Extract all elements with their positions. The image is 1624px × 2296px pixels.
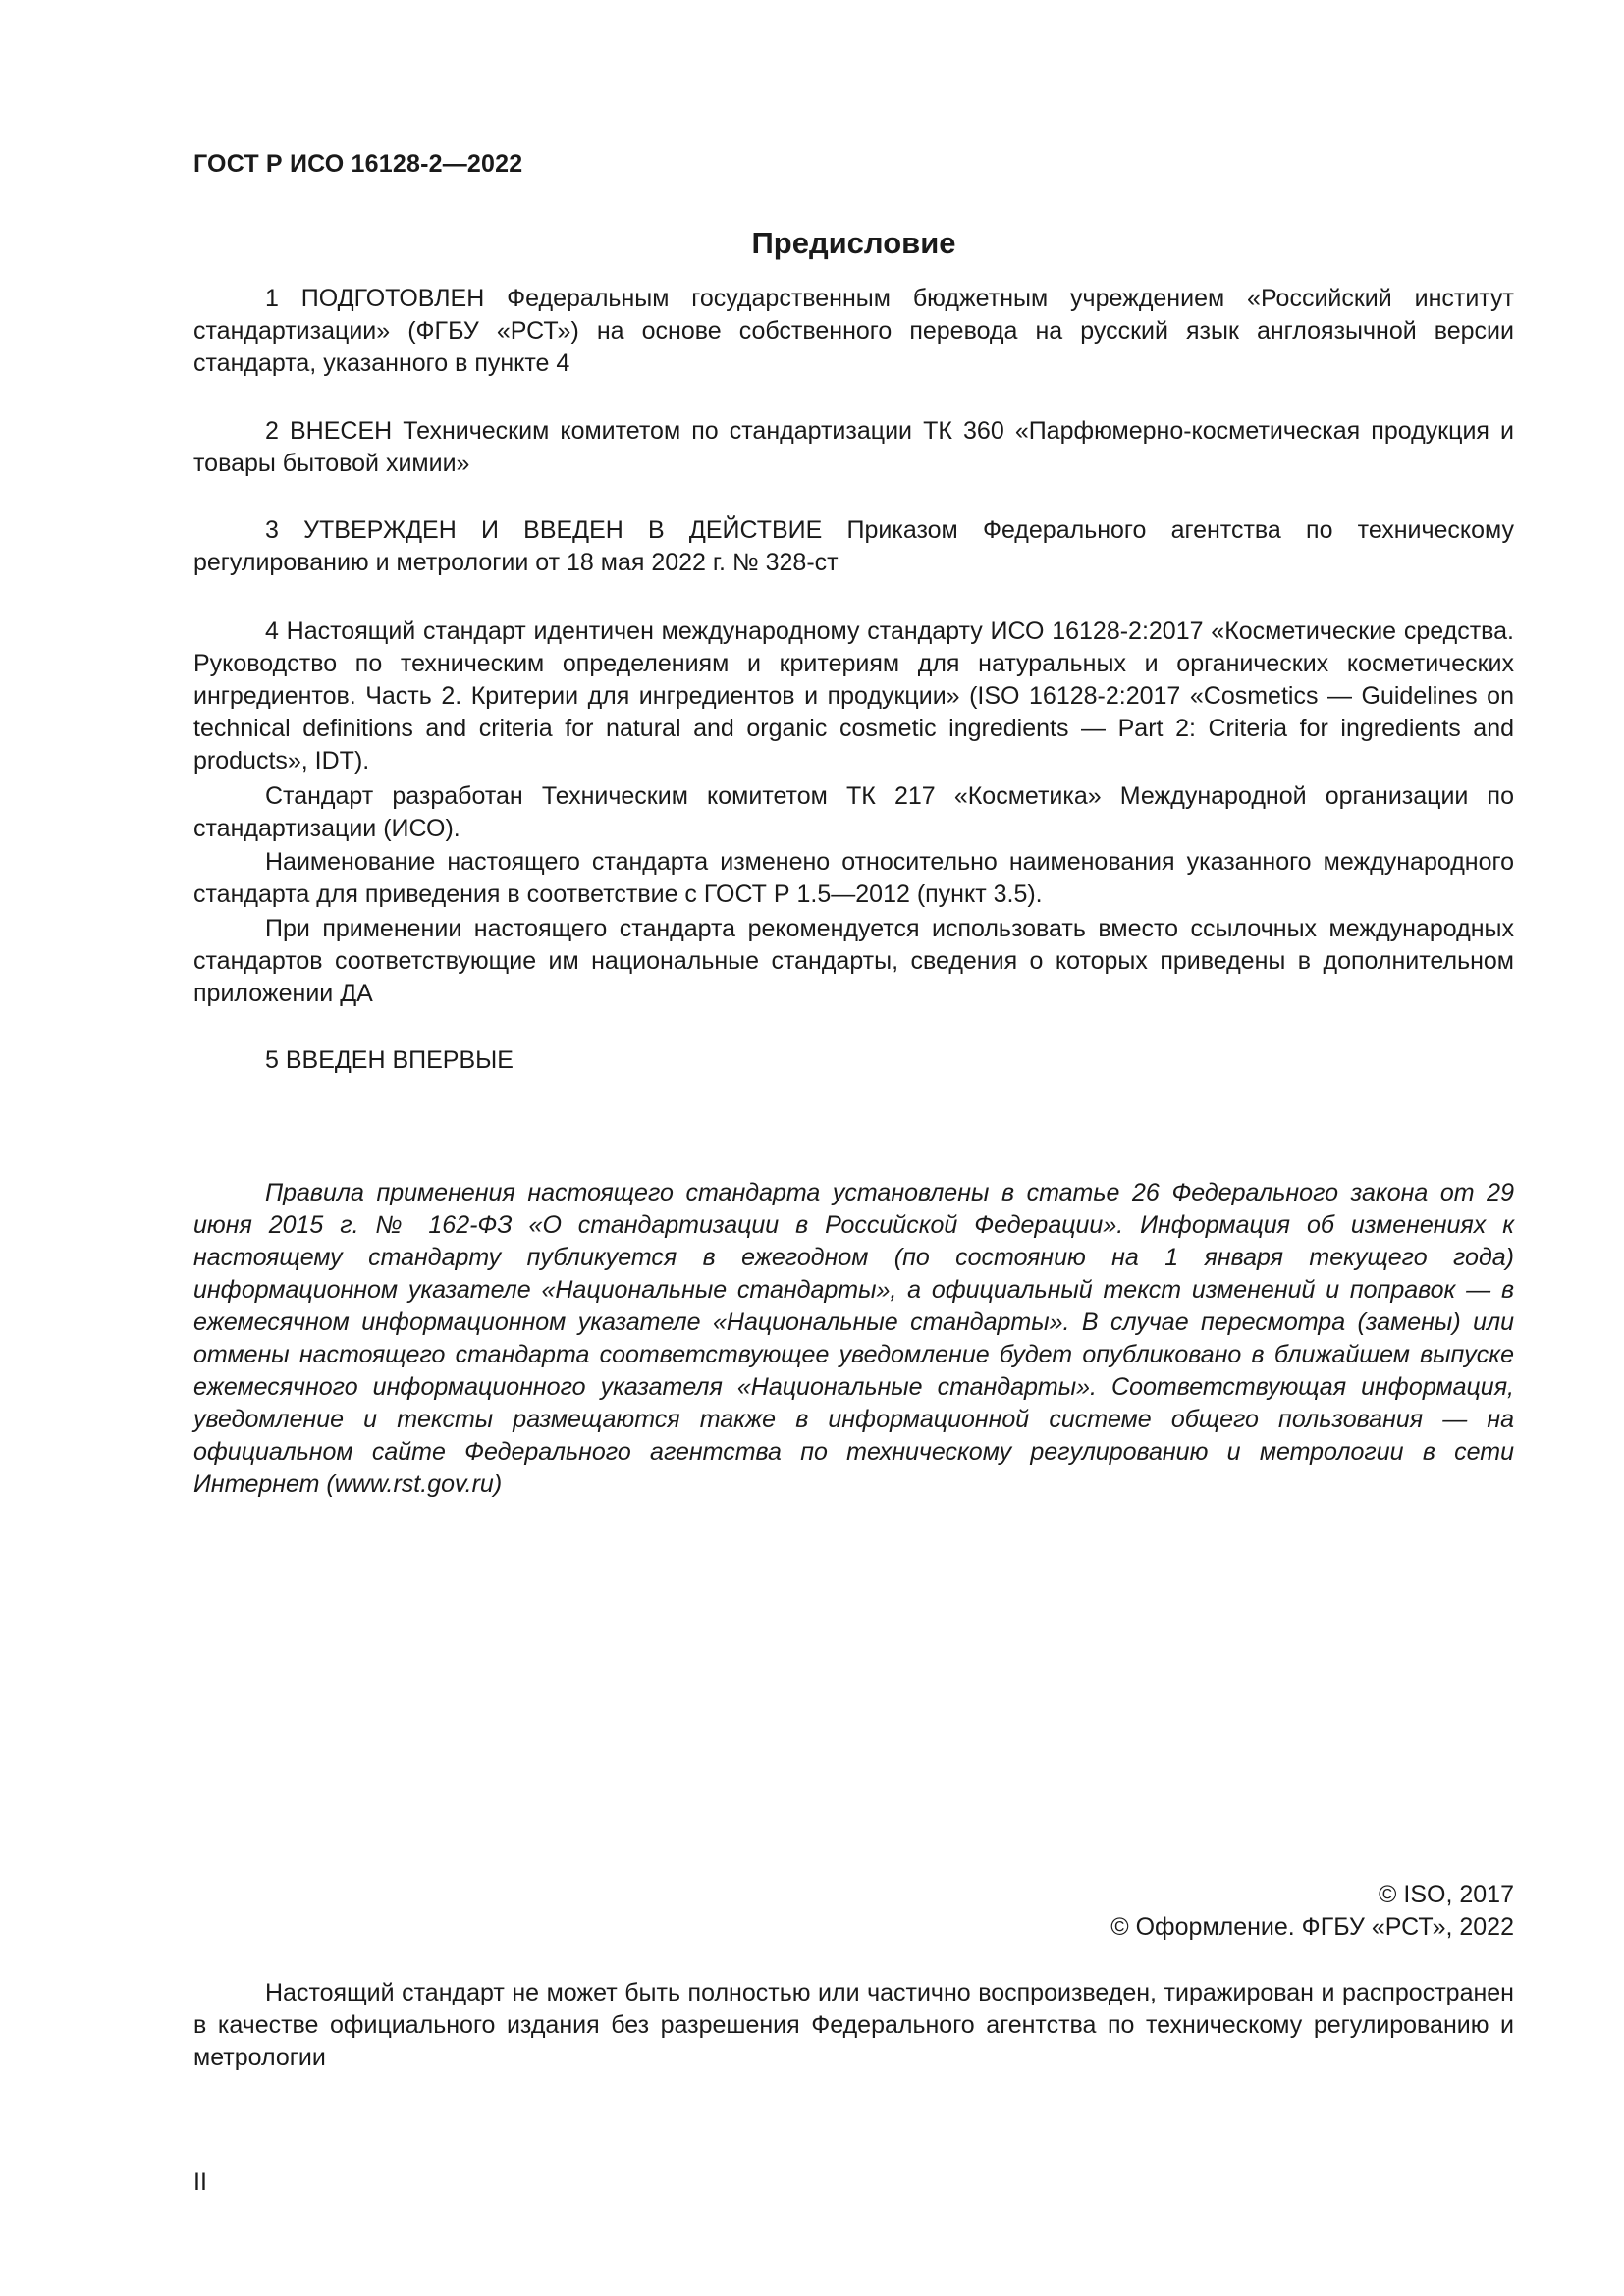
section-2-introduced: 2 ВНЕСЕН Техническим комитетом по стандартизации ТК 360 «Парфюмерно-косметическая продукция и товары бытовой химии» bbox=[193, 417, 1514, 477]
section-4-identical-standard: 4 Настоящий стандарт идентичен международному стандарту ИСО 16128-2:2017 «Косметические средства. Руководство по техническим определениям и критериям для натуральных и органических косметических ингредиентов. Часть 2. Критерии для ингредиентов и продукции» (ISO 16128-2:2017 «Cosmetics — Guidelines on technical definitions and criteria for natural and organic cosmetic ingredients — Part 2: Criteria for ingredients and products», IDT). bbox=[193, 617, 1514, 774]
section-5-first-introduced: 5 ВВЕДЕН ВПЕРВЫЕ bbox=[265, 1046, 514, 1074]
section-4-name-changed: Наименование настоящего стандарта изменено относительно наименования указанного международного стандарта для приведения в соответствие с ГОСТ Р 1.5—2012 (пункт 3.5). bbox=[193, 848, 1514, 908]
rules-notice: Правила применения настоящего стандарта установлены в статье 26 Федерального закона от 29 июня 2015 г. № 162-ФЗ «О стандартизации в Российской Федерации». Информация об изменениях к настоящему стандарту публикуется в ежегодном (по состоянию на 1 января текущего года) информационном указателе «Национальные стандарты», а официальный текст изменений и поправок — в ежемесячном информационном указателе «Национальные стандарты». В случае пересмотра (замены) или отмены настоящего стандарта соответствующее уведомление будет опубликовано в ближайшем выпуске ежемесячного информационного указателя «Национальные стандарты». Соответствующая информация, уведомление и тексты размещаются также в информационной системе общего пользования — на официальном сайте Федерального агентства по техническому регулированию и метрологии в сети Интернет (www.rst.gov.ru) bbox=[193, 1179, 1514, 1498]
section-3-approved: 3 УТВЕРЖДЕН И ВВЕДЕН В ДЕЙСТВИЕ Приказом Федерального агентства по техническому регулированию и метрологии от 18 мая 2022 г. № 328-ст bbox=[193, 516, 1514, 576]
section-4-references: При применении настоящего стандарта рекомендуется использовать вместо ссылочных международных стандартов соответствующие им национальные стандарты, сведения о которых приведены в дополнительном приложении ДА bbox=[193, 915, 1514, 1007]
reproduction-notice: Настоящий стандарт не может быть полностью или частично воспроизведен, тиражирован и распространен в качестве официального издания без разрешения Федерального агентства по техническому регулированию и метрологии bbox=[193, 1979, 1514, 2071]
copyright-rst: © Оформление. ФГБУ «РСТ», 2022 bbox=[1110, 1913, 1514, 1941]
page-number: II bbox=[193, 2168, 207, 2196]
copyright-iso: © ISO, 2017 bbox=[1379, 1881, 1514, 1908]
section-4-developed-by: Стандарт разработан Техническим комитетом ТК 217 «Косметика» Международной организации по стандартизации (ИСО). bbox=[193, 782, 1514, 842]
section-1-prepared: 1 ПОДГОТОВЛЕН Федеральным государственным бюджетным учреждением «Российский институт стандартизации» (ФГБУ «РСТ») на основе собственного перевода на русский язык англоязычной версии стандарта, указанного в пункте 4 bbox=[193, 285, 1514, 377]
page-title: Предисловие bbox=[751, 226, 956, 260]
document-code-header: ГОСТ Р ИСО 16128-2—2022 bbox=[193, 150, 523, 178]
